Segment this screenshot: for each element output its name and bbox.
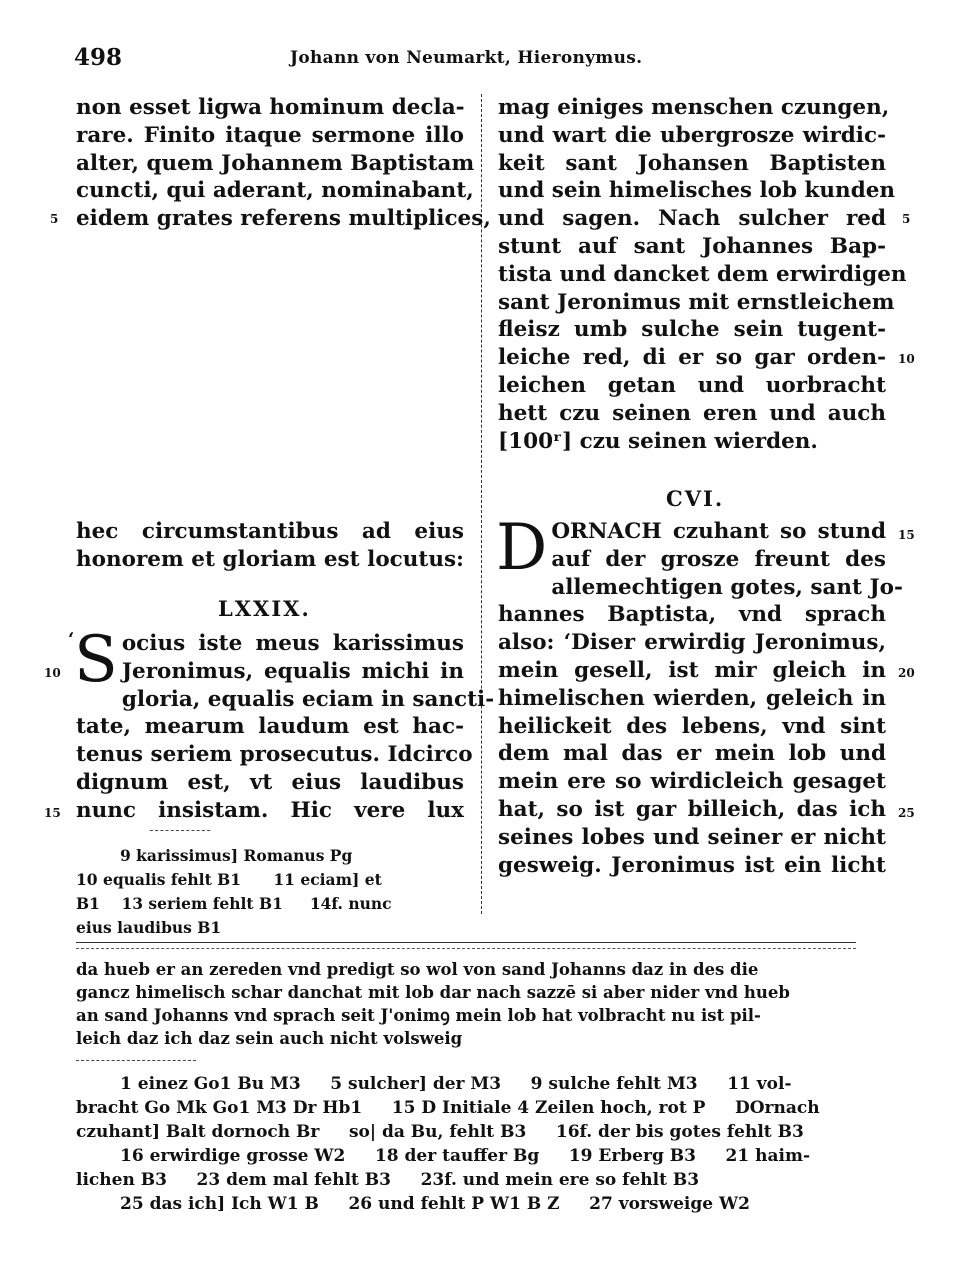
footnote-line: 10 equalis fehlt B1 11 eciam] et (76, 870, 382, 889)
text-line: allemechtigen gotes, sant Jo- (551, 574, 903, 600)
text-line: dignum est, vt eius laudibus (76, 769, 464, 795)
text-line: und sein himelisches lob kunden (498, 178, 896, 204)
variant-line: leich daz ich daz sein auch nicht volsweig (76, 1029, 463, 1048)
footnote-rule (150, 830, 210, 831)
footnote-line: eius laudibus B1 (76, 918, 222, 937)
apparatus-line: 16 erwirdige grosse W2 18 der tauffer Bg 19 Erberg B3 21 haim- (120, 1146, 811, 1166)
page-header (0, 44, 960, 78)
running-title: Johann von Neumarkt, Hieronymus. (290, 48, 643, 68)
drop-cap-d: D (496, 511, 548, 585)
text-line: sant Jeronimus mit ernstleichem (498, 289, 895, 315)
text-line: rare. Finito itaque sermone illo (76, 122, 464, 148)
text-line: [100ʳ] czu seinen wierden. (498, 428, 818, 454)
german-text-top (498, 94, 907, 455)
text-line: hannes Baptista, vnd sprach (498, 602, 886, 628)
latin-footnotes (76, 844, 466, 940)
text-line: ORNACH czuhant so stund (551, 519, 886, 544)
variant-line: da hueb er an zereden vnd predigt so wol von sand Johanns daz in des die (76, 960, 759, 979)
apparatus-line: 25 das ich] Ich W1 B 26 und fehlt P W1 B Z 27 vorsweige W2 (120, 1194, 750, 1214)
text-line: leiche red, di er so gar orden- (498, 345, 886, 371)
variant-line: an sand Johanns vnd sprach seit J'onimꝯ mein lob hat volbracht nu ist pil- (76, 1006, 761, 1025)
text-line: mag einiges menschen czungen, (498, 95, 890, 120)
margin-line-number: 10 (898, 352, 915, 366)
german-chapter-text (496, 511, 903, 879)
text-line: dem mal das er mein lob und (498, 741, 886, 767)
text-line: und wart die ubergrosze wirdic- (498, 122, 886, 148)
footnote-line: B1 13 seriem fehlt B1 14f. nunc (76, 894, 392, 913)
text-line: mein ere so wirdicleich gesaget (498, 769, 886, 795)
text-line: stunt auf sant Johannes Bap- (498, 233, 886, 259)
opening-quote: ‘ (68, 629, 75, 650)
text-line: eidem grates referens multiplices, (76, 206, 491, 232)
apparatus-line: czuhant] Balt dornoch Br so| da Bu, fehlt B3 16f. der bis gotes fehlt B3 (76, 1122, 804, 1142)
chapter-heading-cvi: CVI. (666, 486, 725, 511)
page-number: 498 (74, 44, 123, 71)
text-line: mein gesell, ist mir gleich in (498, 657, 886, 683)
chapter-heading-lxxix: LXXIX. (218, 596, 311, 621)
drop-cap-s: S (74, 623, 118, 697)
text-line: non esset ligwa hominum decla- (76, 95, 465, 120)
apparatus-line: lichen B3 23 dem mal fehlt B3 23f. und mein ere so fehlt B3 (76, 1170, 700, 1190)
text-line: hec circumstantibus ad eius (76, 519, 464, 544)
apparatus-line: bracht Go Mk Go1 M3 Dr Hb1 15 D Initiale 4 Zeilen hoch, rot P DOrnach (76, 1098, 820, 1118)
text-line: cuncti, qui aderant, nominabant, (76, 178, 474, 204)
text-line: Jeronimus, equalis michi in (121, 658, 464, 684)
text-line: nunc insistam. Hic vere lux (76, 797, 464, 823)
section-rule (76, 942, 856, 943)
margin-line-number: 10 (44, 666, 61, 680)
apparatus-rule (76, 1060, 196, 1061)
text-line: heilickeit des lebens, vnd sint (498, 713, 886, 739)
apparatus-line: 1 einez Go1 Bu M3 5 sulcher] der M3 9 sulche fehlt M3 11 vol- (120, 1074, 792, 1094)
text-line: gloria, equalis eciam in sancti- (121, 686, 495, 712)
margin-line-number: 15 (898, 528, 915, 542)
text-line: also: ‘Diser erwirdig Jeronimus, (498, 630, 886, 656)
variant-line: gancz himelisch schar danchat mit lob dar nach sazzē si aber nider vnd hueb (76, 983, 790, 1002)
text-line: tista und dancket dem erwirdigen (498, 261, 907, 287)
text-line: keit sant Johansen Baptisten (498, 150, 886, 176)
latin-text-bottom (76, 518, 464, 574)
text-line: fleisz umb sulche sein tugent- (498, 317, 886, 343)
text-line: alter, quem Johannem Baptistam (76, 150, 475, 176)
text-line: hett czu seinen eren und auch (498, 400, 886, 426)
margin-line-number: 5 (50, 212, 59, 226)
latin-chapter-text (68, 623, 495, 825)
text-line: honorem et gloriam est locutus: (76, 546, 464, 572)
text-line: hat, so ist gar billeich, das ich (498, 796, 886, 822)
text-line: tate, mearum laudum est hac- (76, 714, 464, 740)
latin-text-top (76, 94, 491, 233)
variant-text-block (76, 958, 886, 1050)
text-line: ocius iste meus karissimus (121, 631, 464, 656)
section-rule-dashed (76, 948, 856, 949)
text-line: und sagen. Nach sulcher red (498, 206, 886, 232)
margin-line-number: 25 (898, 806, 915, 820)
text-line: leichen getan und uorbracht (498, 372, 886, 398)
text-line: seines lobes und seiner er nicht (498, 824, 886, 850)
margin-line-number: 5 (902, 212, 911, 226)
margin-line-number: 20 (898, 666, 915, 680)
margin-line-number: 15 (44, 806, 61, 820)
text-line: gesweig. Jeronimus ist ein licht (498, 852, 886, 878)
text-line: tenus seriem prosecutus. Idcirco (76, 742, 473, 768)
critical-apparatus (76, 1072, 886, 1216)
text-line: auf der grosze freunt des (551, 546, 886, 572)
text-line: himelischen wierden, geleich in (498, 685, 886, 711)
footnote-line: 9 karissimus] Romanus Pg (120, 846, 353, 865)
